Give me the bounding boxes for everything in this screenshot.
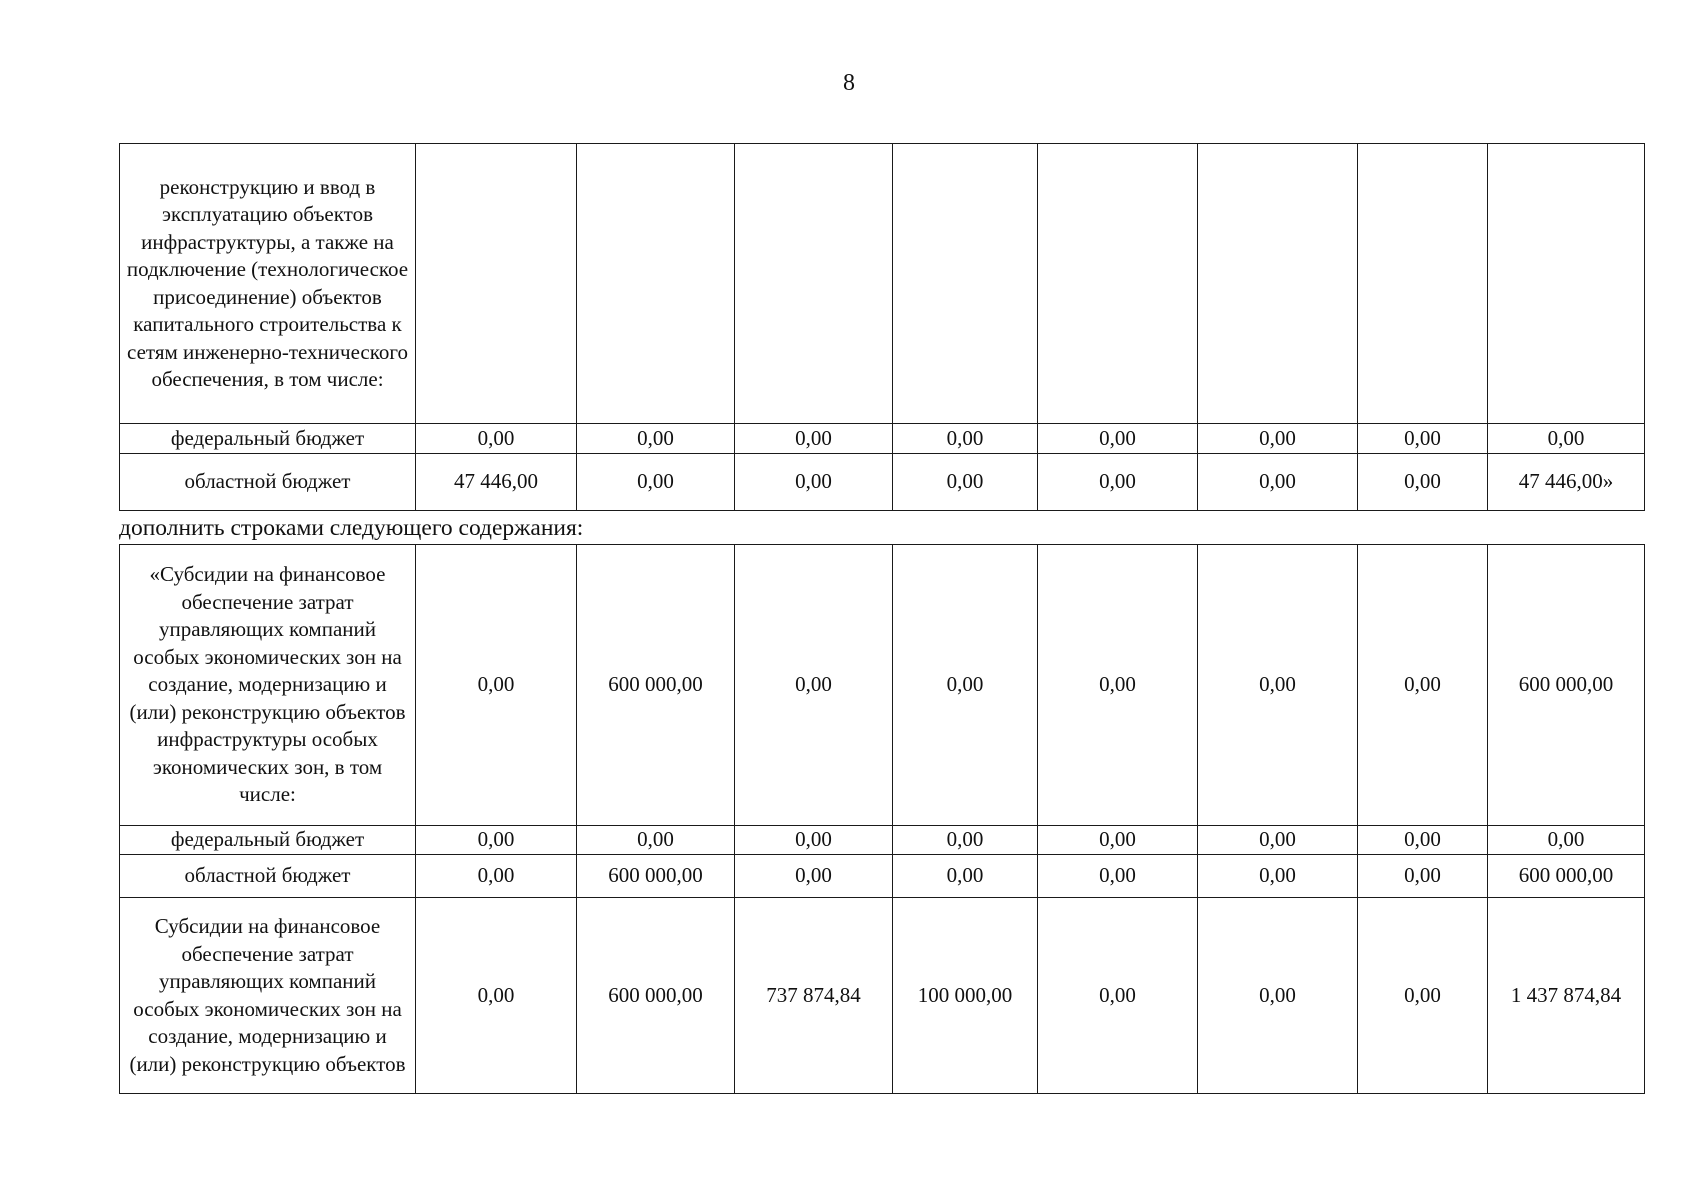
cell-value <box>1358 144 1488 424</box>
cell-value: 600 000,00 <box>577 898 735 1094</box>
instruction-text: дополнить строками следующего содержания: <box>119 515 584 541</box>
cell-value: 0,00 <box>1358 855 1488 898</box>
cell-value: 0,00 <box>1358 545 1488 826</box>
cell-value: 600 000,00 <box>577 855 735 898</box>
cell-value: 0,00 <box>1358 826 1488 855</box>
cell-value: 47 446,00» <box>1488 454 1645 511</box>
cell-value: 0,00 <box>1038 424 1198 454</box>
cell-value: 0,00 <box>1488 424 1645 454</box>
cell-value: 0,00 <box>893 855 1038 898</box>
cell-value <box>893 144 1038 424</box>
cell-value: 0,00 <box>1198 545 1358 826</box>
cell-value: 0,00 <box>577 826 735 855</box>
cell-value: 0,00 <box>416 424 577 454</box>
cell-value: 0,00 <box>416 545 577 826</box>
cell-value <box>1488 144 1645 424</box>
table-row <box>120 855 1645 898</box>
cell-value: 600 000,00 <box>577 545 735 826</box>
table-row <box>120 826 1645 855</box>
cell-value <box>1038 144 1198 424</box>
budget-table-upper <box>119 143 1645 511</box>
row-label: областной бюджет <box>120 454 416 511</box>
cell-value: 0,00 <box>735 454 893 511</box>
table-row <box>120 144 1645 424</box>
cell-value: 737 874,84 <box>735 898 893 1094</box>
cell-value: 0,00 <box>893 454 1038 511</box>
cell-value: 0,00 <box>1038 855 1198 898</box>
cell-value: 1 437 874,84 <box>1488 898 1645 1094</box>
cell-value: 0,00 <box>1488 826 1645 855</box>
cell-value: 600 000,00 <box>1488 855 1645 898</box>
cell-value: 0,00 <box>1198 898 1358 1094</box>
cell-value: 0,00 <box>1038 898 1198 1094</box>
row-label: «Субсидии на финансовое обеспечение затрат управляющих компаний особых экономических зон на создание, модернизацию и (или) реконструкцию объектов инфраструктуры особых экономических зон, в том числе: <box>120 545 416 826</box>
cell-value <box>416 144 577 424</box>
cell-value: 0,00 <box>735 855 893 898</box>
cell-value: 0,00 <box>893 424 1038 454</box>
cell-value: 0,00 <box>1198 454 1358 511</box>
table-row <box>120 424 1645 454</box>
page-number: 8 <box>843 70 855 96</box>
cell-value: 0,00 <box>735 826 893 855</box>
row-label: федеральный бюджет <box>120 424 416 454</box>
cell-value: 0,00 <box>416 855 577 898</box>
cell-value: 0,00 <box>1198 855 1358 898</box>
cell-value: 0,00 <box>735 424 893 454</box>
cell-value: 47 446,00 <box>416 454 577 511</box>
table-row <box>120 898 1645 1094</box>
cell-value: 100 000,00 <box>893 898 1038 1094</box>
cell-value <box>1198 144 1358 424</box>
cell-value: 0,00 <box>1358 898 1488 1094</box>
cell-value <box>735 144 893 424</box>
cell-value: 600 000,00 <box>1488 545 1645 826</box>
row-label: федеральный бюджет <box>120 826 416 855</box>
cell-value: 0,00 <box>1198 826 1358 855</box>
row-label: Субсидии на финансовое обеспечение затрат управляющих компаний особых экономических зон на создание, модернизацию и (или) реконструкцию объектов <box>120 898 416 1094</box>
cell-value: 0,00 <box>1038 454 1198 511</box>
cell-value: 0,00 <box>577 424 735 454</box>
row-label: реконструкцию и ввод в эксплуатацию объектов инфраструктуры, а также на подключение (технологическое присоединение) объектов капитального строительства к сетям инженерно-технического обеспечения, в том числе: <box>120 144 416 424</box>
cell-value: 0,00 <box>416 826 577 855</box>
cell-value: 0,00 <box>1038 826 1198 855</box>
cell-value: 0,00 <box>1358 454 1488 511</box>
cell-value: 0,00 <box>893 826 1038 855</box>
cell-value <box>577 144 735 424</box>
cell-value: 0,00 <box>1038 545 1198 826</box>
table-row <box>120 545 1645 826</box>
cell-value: 0,00 <box>893 545 1038 826</box>
cell-value: 0,00 <box>735 545 893 826</box>
row-label: областной бюджет <box>120 855 416 898</box>
cell-value: 0,00 <box>1358 424 1488 454</box>
budget-table-added-rows <box>119 544 1645 1094</box>
table-row <box>120 454 1645 511</box>
cell-value: 0,00 <box>577 454 735 511</box>
cell-value: 0,00 <box>1198 424 1358 454</box>
cell-value: 0,00 <box>416 898 577 1094</box>
